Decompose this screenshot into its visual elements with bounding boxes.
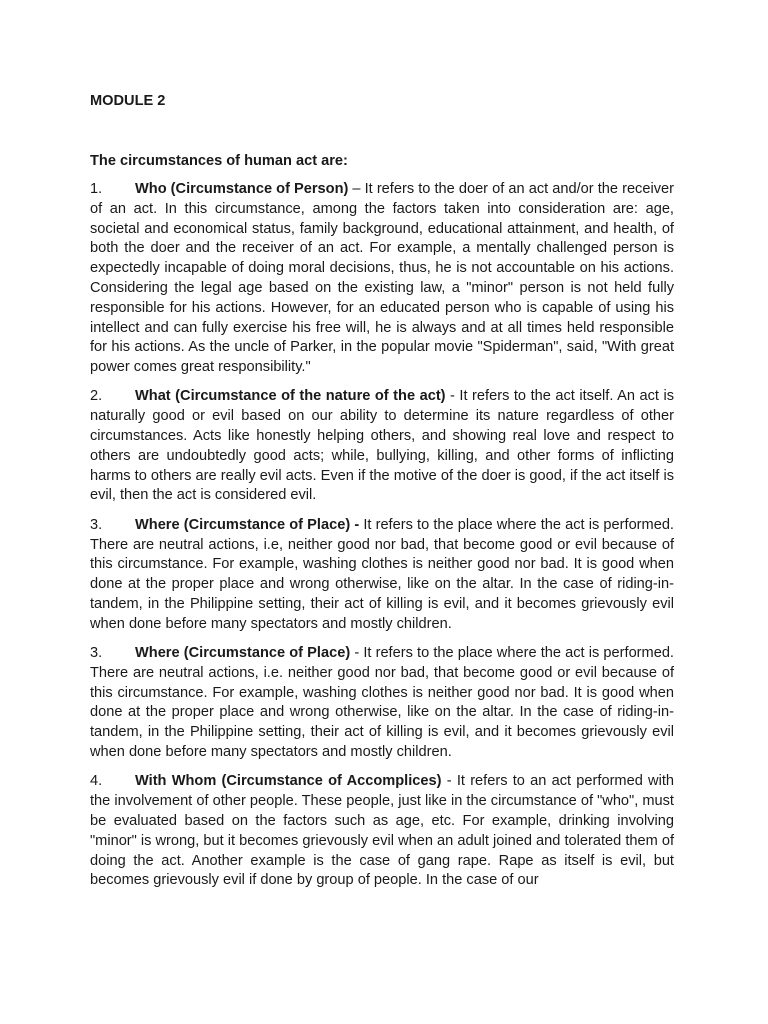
module-title: MODULE 2	[90, 93, 166, 109]
item-number: 1.	[90, 181, 103, 197]
item-text: – It refers to the doer of an act and/or the receiver of an act. In this circumstance, among the factors taken into consideration are: age, societal and economical status, family background, educational attainment, and health, of both the doer and the receiver of an act. For example, a mentally challenged person is expectedly incapable of doing moral decisions, thus, he is not accountable on his actions. Considering the legal age based on the existing law, a "minor" person is not held fully responsible for his actions. However, for an educated person who is capable of using his intellect and can fully exercise his free will, he is always and at all times held responsible for his actions. As the uncle of Parker, in the popular movie "Spiderman", said, "With great power comes great responsibility."	[90, 181, 674, 376]
item-number: 3.	[90, 645, 103, 662]
item-text: - It refers to the place where the act is performed. There are neutral actions, i.e. neither good nor bad, that become good or evil because of this circumstance. For example, washing clothes is neither good nor bad. It is good when done at the proper place and wrong otherwise, like on the altar. In the case of riding-in-tandem, in the Philippine setting, their act of killing is evil, and it becomes grievously evil when done before many spectators and mostly children.	[90, 645, 674, 761]
list-item	[90, 772, 674, 891]
list-item	[90, 180, 674, 378]
item-number: 2.	[90, 388, 103, 405]
item-number: 3.	[90, 516, 103, 533]
list-item	[90, 387, 674, 506]
item-heading: What (Circumstance of the nature of the act)	[135, 388, 446, 405]
item-number: 4.	[90, 773, 103, 790]
item-heading: Where (Circumstance of Place) -	[135, 516, 360, 533]
item-heading: Who (Circumstance of Person)	[135, 181, 349, 197]
intro-heading: The circumstances of human act are:	[90, 153, 348, 169]
item-heading: With Whom (Circumstance of Accomplices)	[135, 773, 442, 790]
circumstance-list	[90, 180, 674, 901]
item-text: It refers to the place where the act is performed. There are neutral actions, i.e, neither good nor bad, that become good or evil because of this circumstance. For example, washing clothes is neither good nor bad. It is good when done at the proper place and wrong otherwise, like on the altar. In the case of riding-in-tandem, in the Philippine setting, their act of killing is evil, and it becomes grievously evil when done before many spectators and mostly children.	[90, 516, 674, 632]
list-item	[90, 644, 674, 763]
item-text: - It refers to an act performed with the involvement of other people. These people, just like in the circumstance of "who", must be evaluated based on the factors such as age, etc. For example, drinking involving "minor" is wrong, but it becomes grievously evil when an adult joined and tolerated them of doing the act. Another example is the case of gang rape. Rape as itself is evil, but becomes grievously evil if done by group of people. In the case of our	[90, 773, 675, 889]
list-item	[90, 516, 674, 635]
item-heading: Where (Circumstance of Place)	[135, 645, 351, 662]
item-text: - It refers to the act itself. An act is naturally good or evil based on our ability to determine its nature regardless of other circumstances. Acts like honestly helping others, and showing real love and respect to others are undoubtedly good acts; while, bullying, killing, and other forms of inflicting harms to others are really evil acts. Even if the motive of the doer is good, if the act itself is evil, then the act is considered evil.	[90, 388, 675, 504]
